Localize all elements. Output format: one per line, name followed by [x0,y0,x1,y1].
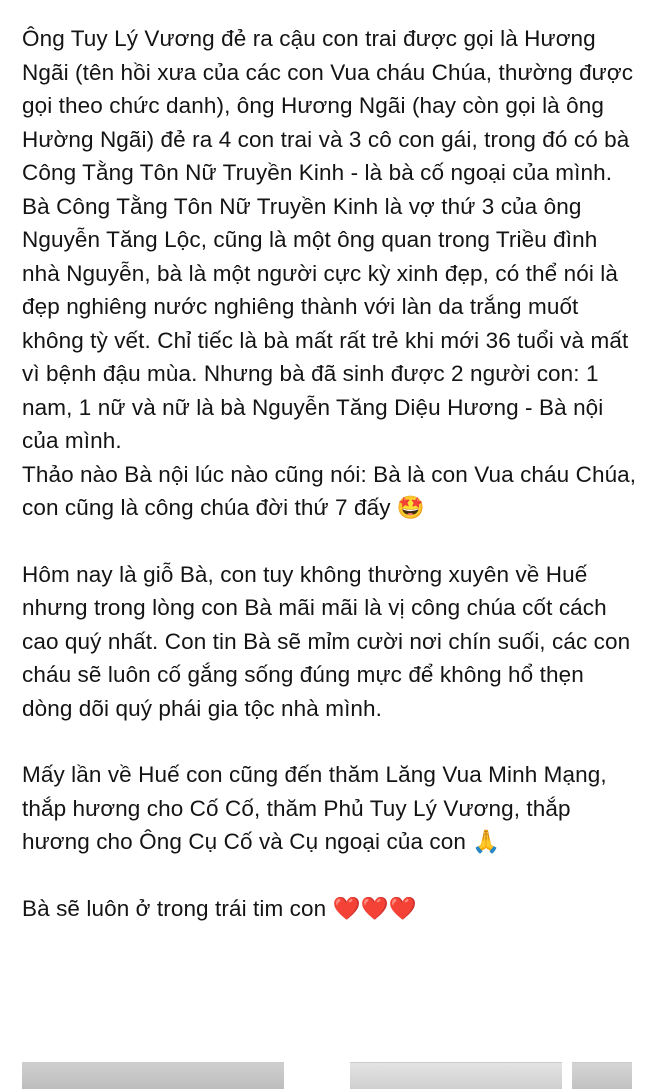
post-paragraph-4: Mấy lần về Huế con cũng đến thăm Lăng Vua Minh Mạng, thắp hương cho Cố Cố, thăm Phủ Tuy Lý Vương, thắp hương cho Ông Cụ Cố và Cụ ngoại của con 🙏 [22,762,607,854]
post-paragraph-5: Bà sẽ luôn ở trong trái tim con ❤️❤️❤️ [22,895,417,921]
image-thumbnail-1[interactable] [22,1062,284,1089]
post-paragraph-3: Hôm nay là giỗ Bà, con tuy không thường xuyên về Huế nhưng trong lòng con Bà mãi mãi là vị công chúa cốt cách cao quý nhất. Con tin Bà sẽ mỉm cười nơi chín suối, các con cháu sẽ luôn cố gắng sống đúng mực để không hổ thẹn dòng dõi quý phái gia tộc nhà mình. [22,561,631,721]
image-thumbnail-3[interactable] [572,1062,632,1089]
image-thumbnail-2[interactable] [350,1062,562,1089]
post-paragraph-1: Ông Tuy Lý Vương đẻ ra cậu con trai được gọi là Hương Ngãi (tên hồi xưa của các con Vua cháu Chúa, thường được gọi theo chức danh), ông Hương Ngãi (hay còn gọi là ông Hường Ngãi) đẻ ra 4 con trai và 3 cô con gái, trong đó có bà Công Tằng Tôn Nữ Truyền Kinh - là bà cố ngoại của mình. Bà Công Tằng Tôn Nữ Truyền Kinh là vợ thứ 3 của ông Nguyễn Tăng Lộc, cũng là một ông quan trong Triều đình nhà Nguyễn, bà là một người cực kỳ xinh đẹp, có thể nói là đẹp nghiêng nước nghiêng thành với làn da trắng muốt không tỳ vết. Chỉ tiếc là bà mất rất trẻ khi mới 36 tuổi và mất vì bệnh đậu mùa. Nhưng bà đã sinh được 2 người con: 1 nam, 1 nữ và nữ là bà Nguyễn Tăng Diệu Hương - Bà nội của mình. [22,26,634,453]
paragraph-spacer [22,859,638,892]
post-paragraph-2: Thảo nào Bà nội lúc nào cũng nói: Bà là con Vua cháu Chúa, con cũng là công chúa đời thứ 7 đấy 🤩 [22,461,637,520]
paragraph-spacer [22,725,638,758]
paragraph-spacer [22,525,638,558]
attachment-thumbnail-strip [0,1062,660,1088]
